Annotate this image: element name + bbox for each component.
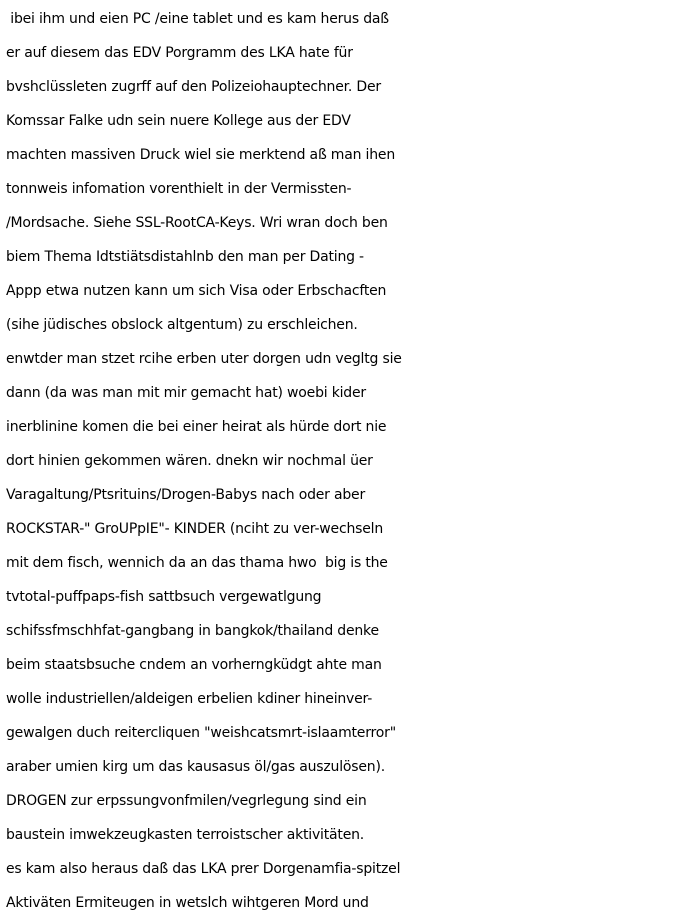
text-line: Komssar Falke udn sein nuere Kollege aus der EDV bbox=[6, 113, 351, 129]
text-line: gewalgen duch reitercliquen "weishcatsmrt-islaamterror" bbox=[6, 725, 396, 741]
text-line: dort hinien gekommen wären. dnekn wir nochmal üer bbox=[6, 453, 373, 469]
text-line: biem Thema Idtstiätsdistahlnb den man per Dating - bbox=[6, 249, 364, 265]
text-line: ibei ihm und eien PC /eine tablet und es kam herus daß bbox=[6, 11, 389, 27]
text-line: Aktiväten Ermiteugen in wetslch wihtgeren Mord und bbox=[6, 895, 369, 911]
text-line: er auf diesem das EDV Porgramm des LKA hate für bbox=[6, 45, 353, 61]
text-line: inerblinine komen die bei einer heirat als hürde dort nie bbox=[6, 419, 387, 435]
text-line: es kam also heraus daß das LKA prer Dorgenamfia-spitzel bbox=[6, 861, 401, 877]
text-line: beim staatsbsuche cndem an vorherngküdgt ahte man bbox=[6, 657, 382, 673]
document-text bbox=[6, 2, 682, 920]
text-line: (sihe jüdisches obslock altgentum) zu erschleichen. bbox=[6, 317, 358, 333]
text-line: dann (da was man mit mir gemacht hat) woebi kider bbox=[6, 385, 366, 401]
text-line: tvtotal-puffpaps-fish sattbsuch vergewatlgung bbox=[6, 589, 322, 605]
text-line: Appp etwa nutzen kann um sich Visa oder Erbschacften bbox=[6, 283, 387, 299]
text-line: /Mordsache. Siehe SSL-RootCA-Keys. Wri wran doch ben bbox=[6, 215, 388, 231]
text-line: baustein imwekzeugkasten terroistscher aktivitäten. bbox=[6, 827, 365, 843]
text-line: schifssfmschhfat-gangbang in bangkok/thailand denke bbox=[6, 623, 379, 639]
text-line: wolle industriellen/aldeigen erbelien kdiner hineinver- bbox=[6, 691, 373, 707]
text-line: DROGEN zur erpssungvonfmilen/vegrlegung sind ein bbox=[6, 793, 367, 809]
text-line: ROCKSTAR-" GroUPpIE"- KINDER (nciht zu ver-wechseln bbox=[6, 521, 383, 537]
text-line: enwtder man stzet rcihe erben uter dorgen udn vegltg sie bbox=[6, 351, 402, 367]
text-line: tonnweis infomation vorenthielt in der Vermissten- bbox=[6, 181, 352, 197]
text-line: mit dem fisch, wennich da an das thama hwo big is the bbox=[6, 555, 388, 571]
text-line: Varagaltung/Ptsrituins/Drogen-Babys nach oder aber bbox=[6, 487, 366, 503]
text-line: machten massiven Druck wiel sie merktend aß man ihen bbox=[6, 147, 395, 163]
text-line: araber umien kirg um das kausasus öl/gas auszulösen). bbox=[6, 759, 385, 775]
text-line: bvshclüssleten zugrff auf den Polizeiohauptechner. Der bbox=[6, 79, 381, 95]
